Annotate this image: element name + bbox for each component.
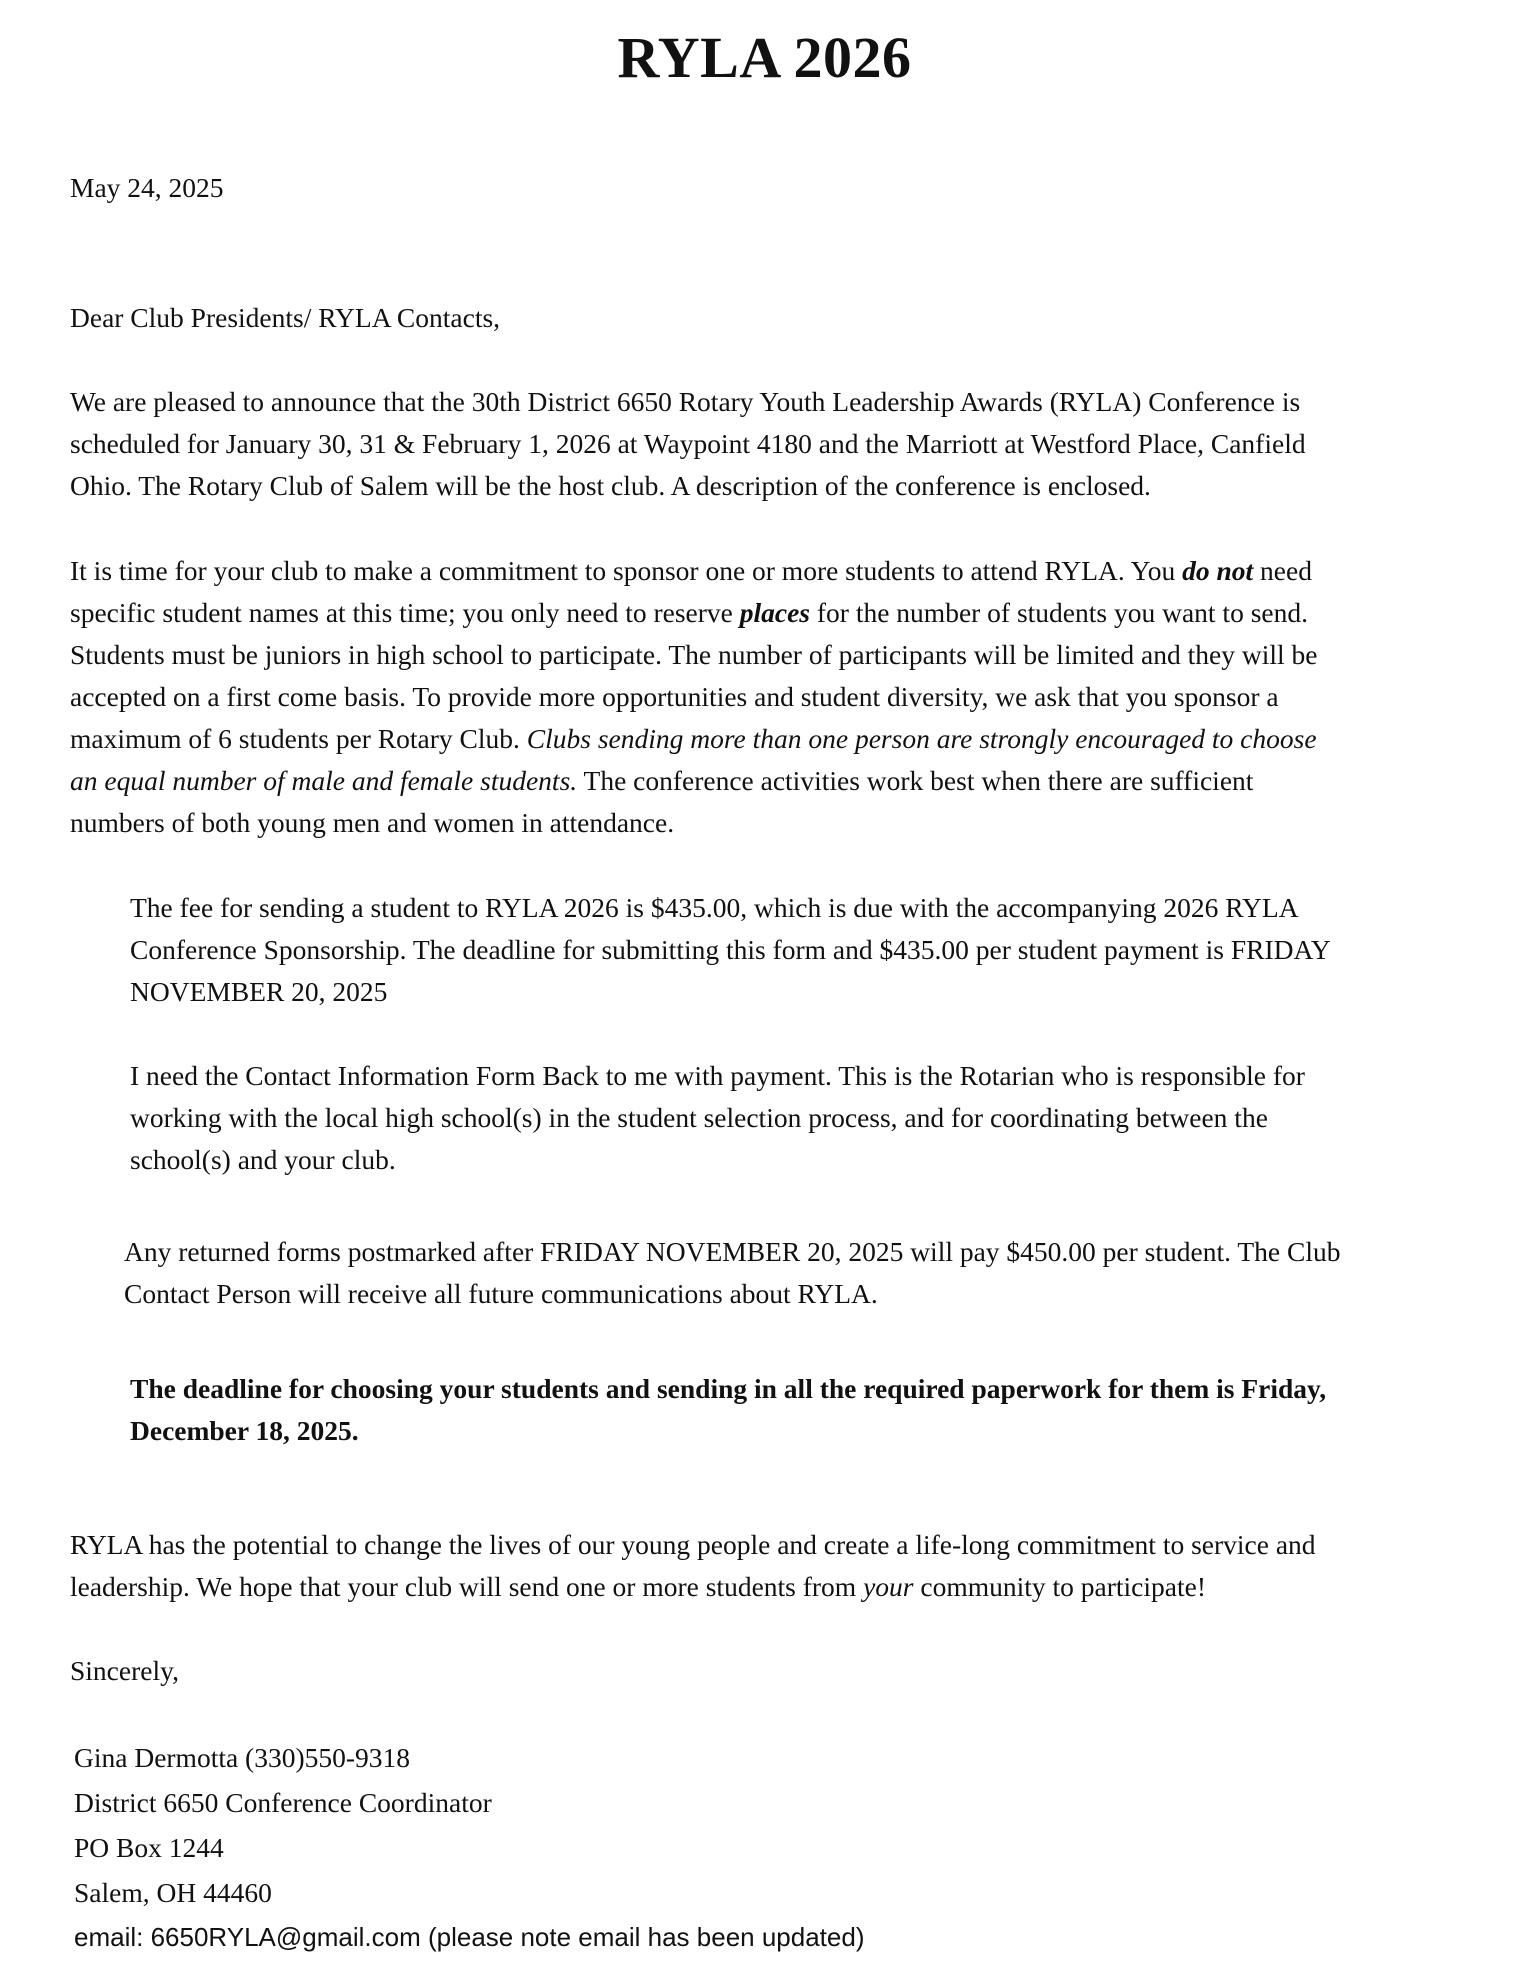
text-line: We are pleased to announce that the 30th District 6650 Rotary Youth Leadership Awards (RYLA) Conference is (70, 386, 1301, 417)
paragraph-late-fee (124, 1231, 1474, 1315)
italic-encouragement: Clubs sending more than one person are strongly encouraged to choose (526, 723, 1317, 754)
address-line-2: Salem, OH 44460 (74, 1877, 272, 1908)
document-title: RYLA 2026 (617, 25, 912, 90)
text-line: scheduled for January 30, 31 & February 1, 2026 at Waypoint 4180 and the Marriott at Westford Place, Canfield (70, 428, 1306, 459)
text-run: for the number of students you want to send. (810, 597, 1308, 628)
text-line: The fee for sending a student to RYLA 2026 is $435.00, which is due with the accompanying 2026 RYLA (130, 892, 1299, 923)
paragraph-contact-form (130, 1055, 1470, 1181)
text-run: It is time for your club to make a commitment to sponsor one or more students to attend RYLA. You (70, 555, 1183, 586)
text-run: community to participate! (913, 1571, 1206, 1602)
text-line: Contact Person will receive all future communications about RYLA. (124, 1278, 878, 1309)
text-line: working with the local high school(s) in the student selection process, and for coordinating between the (130, 1102, 1268, 1133)
italic-encouragement: an equal number of male and female students. (70, 765, 578, 796)
paragraph-closing-remarks (70, 1524, 1470, 1608)
text-run: The conference activities work best when there are sufficient (577, 765, 1254, 796)
paragraph-deadline (130, 1368, 1470, 1452)
signer-role: District 6650 Conference Coordinator (74, 1787, 492, 1818)
emphasis-do-not: do not (1182, 555, 1254, 586)
salutation: Dear Club Presidents/ RYLA Contacts, (70, 302, 501, 333)
closing: Sincerely, (70, 1655, 179, 1686)
text-line: NOVEMBER 20, 2025 (130, 976, 388, 1007)
paragraph-commitment (70, 550, 1470, 844)
signer-name-phone: Gina Dermotta (330)550-9318 (74, 1742, 411, 1773)
text-line (70, 592, 1470, 634)
text-line (70, 550, 1470, 592)
address-line-1: PO Box 1244 (74, 1832, 224, 1863)
text-run: maximum of 6 students per Rotary Club. (70, 723, 527, 754)
paragraph-announcement (70, 381, 1470, 507)
paragraph-fee (130, 887, 1470, 1013)
text-line: RYLA has the potential to change the lives of our young people and create a life-long commitment to service and (70, 1529, 1316, 1560)
text-line: Students must be juniors in high school to participate. The number of participants will be limited and they will be (70, 639, 1318, 670)
text-line: Any returned forms postmarked after FRIDAY NOVEMBER 20, 2025 will pay $450.00 per student. The Club (124, 1236, 1341, 1267)
emphasis-places: places (739, 597, 811, 628)
text-run: specific student names at this time; you only need to reserve (70, 597, 740, 628)
text-line: numbers of both young men and women in attendance. (70, 807, 675, 838)
text-line: accepted on a first come basis. To provide more opportunities and student diversity, we ask that you sponsor a (70, 681, 1279, 712)
text-line: Conference Sponsorship. The deadline for submitting this form and $435.00 per student payment is FRIDAY (130, 934, 1331, 965)
text-line (70, 760, 1470, 802)
text-line: school(s) and your club. (130, 1144, 396, 1175)
text-line: I need the Contact Information Form Back to me with payment. This is the Rotarian who is responsible for (130, 1060, 1305, 1091)
text-line: December 18, 2025. (130, 1415, 359, 1446)
text-line: Ohio. The Rotary Club of Salem will be the host club. A description of the conference is enclosed. (70, 470, 1151, 501)
text-run: need (1253, 555, 1312, 586)
signature-block (74, 1735, 865, 1960)
email-line: email: 6650RYLA@gmail.com (please note email has been updated) (74, 1922, 865, 1952)
text-line: The deadline for choosing your students and sending in all the required paperwork for them is Friday, (130, 1373, 1327, 1404)
text-line (70, 1566, 1470, 1608)
text-run: leadership. We hope that your club will send one or more students from (70, 1571, 864, 1602)
text-line (70, 718, 1470, 760)
letter-date: May 24, 2025 (70, 172, 224, 203)
italic-your: your (863, 1571, 914, 1602)
